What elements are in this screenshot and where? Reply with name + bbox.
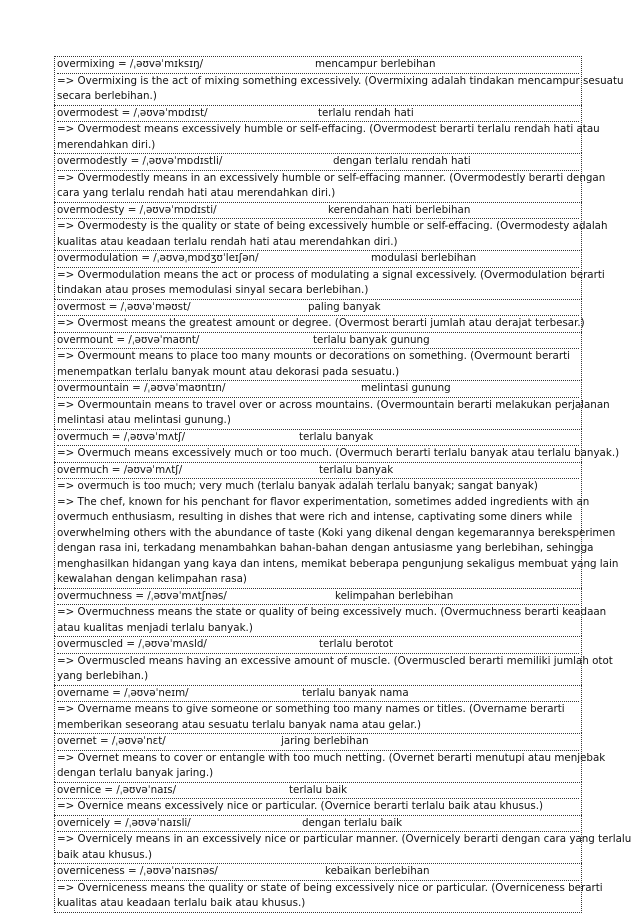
definition-line: merendahkan diri.) — [57, 138, 156, 151]
entry-heading — [57, 816, 579, 832]
entry — [54, 56, 624, 105]
entry-heading — [57, 300, 579, 316]
definition — [57, 880, 603, 912]
definition — [57, 121, 600, 153]
term-pronunciation: overmodest = /ˌəʊvəˈmɒdɪst/ — [57, 106, 208, 119]
definition — [57, 478, 619, 588]
glossary-document — [54, 56, 632, 913]
definition — [57, 798, 579, 815]
translation: dengan terlalu baik — [302, 816, 403, 829]
term-pronunciation: overmuscled = /ˌəʊvəˈmʌsld/ — [57, 638, 207, 650]
entry — [54, 815, 632, 864]
term-pronunciation: overmuchness = /ˌəʊvəˈmʌtʃnəs/ — [57, 589, 227, 602]
entry — [54, 105, 600, 154]
definition-line: => Overmountain means to travel over or across mountains. (Overmountain berarti melakukan perjalanan — [57, 398, 610, 411]
definition-line: menempatkan terlalu banyak mount atau dekorasi pada sesuatu.) — [57, 365, 400, 378]
translation: mencampur berlebihan — [315, 58, 436, 70]
definition — [57, 831, 632, 863]
term-pronunciation: overmount = /ˌəʊvəˈmaʊnt/ — [57, 333, 200, 346]
definition-line: => The chef, known for his penchant for flavor experimentation, sometimes added ingredients with an — [57, 495, 590, 508]
definition-line: => Overmuchness means the state or quality of being excessively much. (Overmuchness berarti keadaan — [57, 606, 607, 618]
definition-line: => Overmount means to place too many mounts or decorations on something. (Overmount berarti — [57, 350, 570, 362]
translation: terlalu banyak nama — [302, 686, 409, 699]
definition-line: => Overnice means excessively nice or particular. (Overnice berarti terlalu baik atau khusus.) — [57, 800, 544, 812]
entry-heading — [57, 686, 579, 702]
translation: paling banyak — [308, 300, 381, 313]
term-pronunciation: overmodulation = /ˌəʊvəˌmɒdʒʊˈleɪʃən/ — [57, 252, 259, 264]
term-pronunciation: overmixing = /ˌəʊvəˈmɪksɪŋ/ — [57, 58, 204, 70]
entry — [54, 153, 606, 202]
definition-line: tindakan atau proses memodulasi sinyal secara berlebihan.) — [57, 284, 369, 296]
definition-line: dengan terlalu banyak jaring.) — [57, 767, 214, 779]
definition-line: => Overnicely means in an excessively nice or particular manner. (Overnicely berarti dengan cara yang terlalu — [57, 833, 632, 845]
definition-line: => overmuch is too much; very much (terlalu banyak adalah terlalu banyak; sangat banyak) — [57, 480, 538, 492]
term-pronunciation: overmodestly = /ˌəʊvəˈmɒdɪstli/ — [57, 155, 223, 167]
entry — [54, 462, 619, 588]
definition — [57, 315, 585, 332]
translation: modulasi berlebihan — [371, 252, 477, 264]
entry-heading — [57, 57, 579, 73]
definition-line: => Overmodest means excessively humble or self-effacing. (Overmodest berarti terlalu rendah hati atau — [57, 123, 600, 135]
definition — [57, 653, 613, 685]
translation: terlalu baik — [289, 783, 348, 796]
translation: terlalu berotot — [319, 638, 393, 650]
definition-line: => Overmuscled means having an excessive amount of muscle. (Overmuscled berarti memiliki jumlah otot — [57, 654, 613, 667]
definition-line: => Overname means to give someone or something too many names or titles. (Overname berarti — [57, 703, 565, 715]
definition-line: yang berlebihan.) — [57, 670, 149, 682]
translation: kebaikan berlebihan — [325, 865, 430, 877]
entry — [54, 332, 582, 381]
entry-heading — [57, 463, 579, 479]
entry-heading — [57, 333, 579, 349]
definition — [57, 267, 605, 299]
definition-line: => Overmost means the greatest amount or degree. (Overmost berarti jumlah atau derajat terbesar.) — [57, 317, 585, 329]
entry — [54, 685, 582, 734]
definition-line: kualitas atau keadaan terlalu baik atau khusus.) — [57, 897, 306, 909]
entry — [54, 636, 613, 685]
entry-heading — [57, 430, 579, 446]
translation: jaring berlebihan — [281, 735, 369, 747]
entry — [54, 588, 607, 637]
entry-heading — [57, 154, 579, 170]
definition-line: overwhelming others with the abundance of taste (Koki yang dikenal dengan kegemarannya bereksperimen — [57, 526, 616, 539]
definition-line: menghasilkan hidangan yang kaya dan intens, memikat beberapa pengunjung sekaligus membuat yang lain — [57, 557, 619, 570]
definition-line: => Overmodesty is the quality or state of being excessively humble or self-effacing. (Overmodesty adalah — [57, 220, 608, 232]
term-pronunciation: overnice = /ˌəʊvəˈnaɪs/ — [57, 783, 177, 796]
translation: terlalu banyak — [299, 430, 374, 443]
translation: terlalu banyak — [319, 463, 394, 476]
definition — [57, 604, 607, 636]
definition-line: kualitas atau keadaan terlalu rendah hati atau merendahkan diri.) — [57, 235, 398, 248]
definition — [57, 750, 606, 782]
term-pronunciation: overmuch = /ˌəʊvəˈmʌtʃ/ — [57, 430, 186, 443]
definition-line: => Overniceness means the quality or state of being excessively nice or particular. (Overniceness berarti — [57, 881, 603, 894]
entry-heading — [57, 203, 579, 219]
entry-heading — [57, 589, 579, 605]
definition — [57, 397, 610, 429]
definition-line: kewalahan dengan kelimpahan rasa) — [57, 573, 247, 585]
term-pronunciation: overnet = /ˌəʊvəˈnɛt/ — [57, 735, 166, 747]
entry — [54, 429, 620, 462]
entry — [54, 202, 608, 251]
entry — [54, 863, 603, 913]
entry — [54, 380, 610, 429]
definition-line: baik atau khusus.) — [57, 848, 152, 861]
translation: kelimpahan berlebihan — [335, 589, 454, 602]
entry — [54, 733, 606, 782]
definition — [57, 218, 608, 250]
term-pronunciation: overmost = /ˌəʊvəˈməʊst/ — [57, 300, 191, 313]
term-pronunciation: overname = /ˌəʊvəˈneɪm/ — [57, 686, 189, 699]
definition — [57, 701, 579, 733]
entry-heading — [57, 381, 579, 397]
entry-heading — [57, 251, 579, 267]
entry — [54, 250, 605, 299]
definition-line: => Overmuch means excessively much or too much. (Overmuch berarti terlalu banyak atau terlalu banyak.) — [57, 447, 620, 459]
definition-line: overmuch enthusiasm, resulting in dishes that were rich and intense, captivating some diners while — [57, 511, 573, 523]
definition-line: => Overmodulation means the act or process of modulating a signal excessively. (Overmodulation berarti — [57, 268, 605, 281]
term-pronunciation: overmountain = /ˌəʊvəˈmaʊntɪn/ — [57, 382, 226, 394]
definition — [57, 170, 606, 202]
term-pronunciation: overniceness = /ˌəʊvəˈnaɪsnəs/ — [57, 865, 218, 877]
translation: terlalu banyak gunung — [313, 333, 430, 346]
definition-line: melintasi atau melintasi gunung.) — [57, 414, 231, 426]
entry-heading — [57, 637, 579, 653]
term-pronunciation: overnicely = /ˌəʊvəˈnaɪsli/ — [57, 816, 191, 829]
entry-heading — [57, 106, 579, 122]
translation: melintasi gunung — [361, 382, 451, 394]
definition-line: atau kualitas menjadi terlalu banyak.) — [57, 621, 253, 634]
entry-heading — [57, 734, 579, 750]
term-pronunciation: overmodesty = /ˌəʊvəˈmɒdɪsti/ — [57, 203, 217, 216]
definition-line: cara yang terlalu rendah hati atau merendahkan diri.) — [57, 187, 336, 199]
definition — [57, 73, 624, 105]
definition-line: => Overnet means to cover or entangle with too much netting. (Overnet berarti menutupi atau menjebak — [57, 751, 606, 764]
definition-line: secara berlebihan.) — [57, 90, 157, 102]
entry-heading — [57, 864, 579, 880]
entry — [54, 782, 582, 815]
entry-heading — [57, 783, 579, 799]
translation: terlalu rendah hati — [318, 106, 414, 119]
definition-line: dengan rasa ini, terkadang menambahkan bahan-bahan dengan antusiasme yang berlebihan, sehingga — [57, 542, 594, 554]
definition-line: memberikan seseorang atau sesuatu terlalu banyak nama atau gelar.) — [57, 718, 421, 731]
translation: kerendahan hati berlebihan — [328, 203, 471, 216]
definition-line: => Overmodestly means in an excessively humble or self-effacing manner. (Overmodestly berarti dengan — [57, 171, 606, 184]
definition — [57, 348, 579, 380]
term-pronunciation: overmuch = /əʊvəˈmʌtʃ/ — [57, 463, 183, 476]
translation: dengan terlalu rendah hati — [333, 155, 471, 167]
definition-line: => Overmixing is the act of mixing something excessively. (Overmixing adalah tindakan mencampur sesuatu — [57, 74, 624, 87]
definition — [57, 445, 620, 462]
entry — [54, 299, 585, 332]
